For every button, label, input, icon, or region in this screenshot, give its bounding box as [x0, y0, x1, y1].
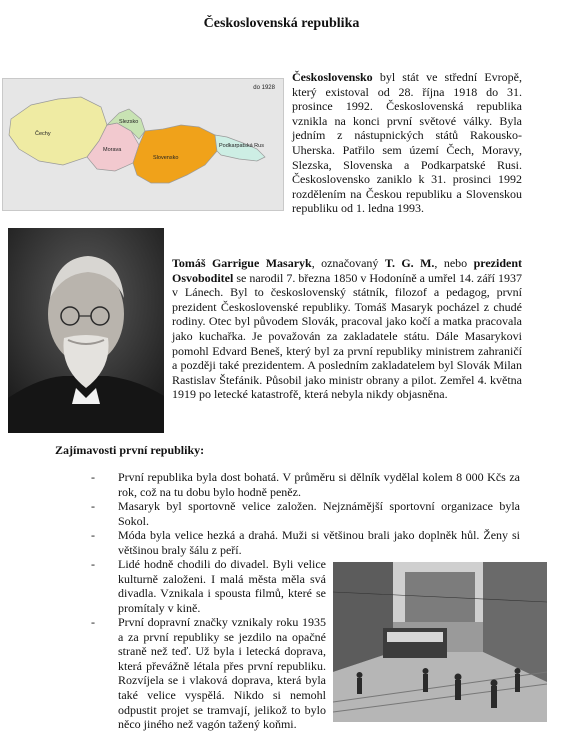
page-title: Československá republika [203, 16, 360, 31]
list-item-text: Masaryk byl sportovně velice založen. Nejznámější sportovní organizace byla Sokol. [118, 499, 520, 528]
list-dash: - [91, 499, 95, 513]
photo-graphic [333, 562, 547, 722]
map-label-cechy: Čechy [35, 131, 51, 137]
masaryk-name: Tomáš Garrigue Masaryk [172, 256, 312, 270]
masaryk-text: se narodil 7. března 1850 v Hodoníně a umřel 14. září 1937 v Lánech. Byl to československý státník, filozof a pedagog, první prezident Československé republiky. Tomáš Masaryk pocházel z chudé rodiny. Otec byl původem Slovák, pracoval jako kočí a matka pracovala jako kuchařka. Je považován za zakladatele státu. Dále Masarykovi pomohl Edvard Beneš, který byl za první republiky ministrem zahraničí a později také prezidentem. A posledním zakladatelem byl Slovák Milan Rastislav Štefánik. Působil jako ministr obrany a pilot. Zemřel 4. května 1919 po letecké katastrofě, která nebyla nikdy objasněna. [172, 270, 522, 402]
masaryk-text-1: , označovaný [311, 256, 385, 270]
portrait-graphic [8, 228, 164, 433]
masaryk-paragraph [172, 256, 522, 402]
list-item-text: První dopravní značky vznikaly roku 1935 a za první republiky se jezdilo na opačné straně než teď. Už byla i letecká doprava, která převážně létala přes první republiku. Rozvíjela se i vlaková doprava, která byla také velice vyspělá. Nikdo si nemohl odpustit projet se tramvají, jelikož to bylo něco jiného než vagón tažený koňmi. [118, 615, 326, 732]
intro-text: byl stát ve střední Evropě, který existoval od 28. října 1918 do 31. prosince 1992. Československá republika vznikla na konci první světové války. Byla jedním z nástupnických států Rakousko-Uherska. Patřilo sem území Čech, Moravy, Slezska, Slovenska a Podkarpatské Rusi. Československo zaniklo k 31. prosinci 1992 rozdělením na Českou republiku a Slovenskou republiku od 1. ledna 1993. [292, 70, 522, 216]
masaryk-nickname: T. G. M. [384, 256, 435, 270]
map-label-morava: Morava [103, 147, 122, 153]
map-graphic [3, 79, 283, 210]
list-item-text: První republika byla dost bohatá. V průměru si dělník vydělal kolem 8 000 Kčs za rok, což na tu dobu bylo hodně peněz. [118, 470, 520, 499]
map-label-podkarpatska-rus: Podkarpatská Rus [219, 143, 264, 149]
map-year-label: do 1928 [253, 85, 275, 91]
list-dash: - [91, 557, 95, 571]
masaryk-text-2: , nebo [434, 256, 474, 270]
facts-heading: Zajímavosti první republiky: [55, 443, 205, 457]
map-label-slezsko: Slezsko [119, 119, 139, 125]
czechoslovakia-map [2, 78, 284, 211]
list-dash: - [91, 470, 95, 484]
list-dash: - [91, 615, 95, 629]
street-tram-photo [333, 562, 547, 722]
map-label-slovensko: Slovensko [153, 155, 179, 161]
list-dash: - [91, 528, 95, 542]
intro-lead: Československo [292, 70, 373, 84]
list-item-text: Móda byla velice hezká a drahá. Muži si většinou brali jako doplněk hůl. Ženy si většinou braly šálu z peří. [118, 528, 520, 557]
masaryk-title: prezident Osvoboditel [172, 256, 523, 285]
masaryk-portrait [8, 228, 164, 433]
intro-paragraph [292, 70, 522, 216]
list-item-text: Lidé hodně chodili do divadel. Byli velice kulturně založeni. I malá města měla svá divadla. Vznikala i spousta filmů, které se promítaly v kině. [118, 557, 326, 615]
